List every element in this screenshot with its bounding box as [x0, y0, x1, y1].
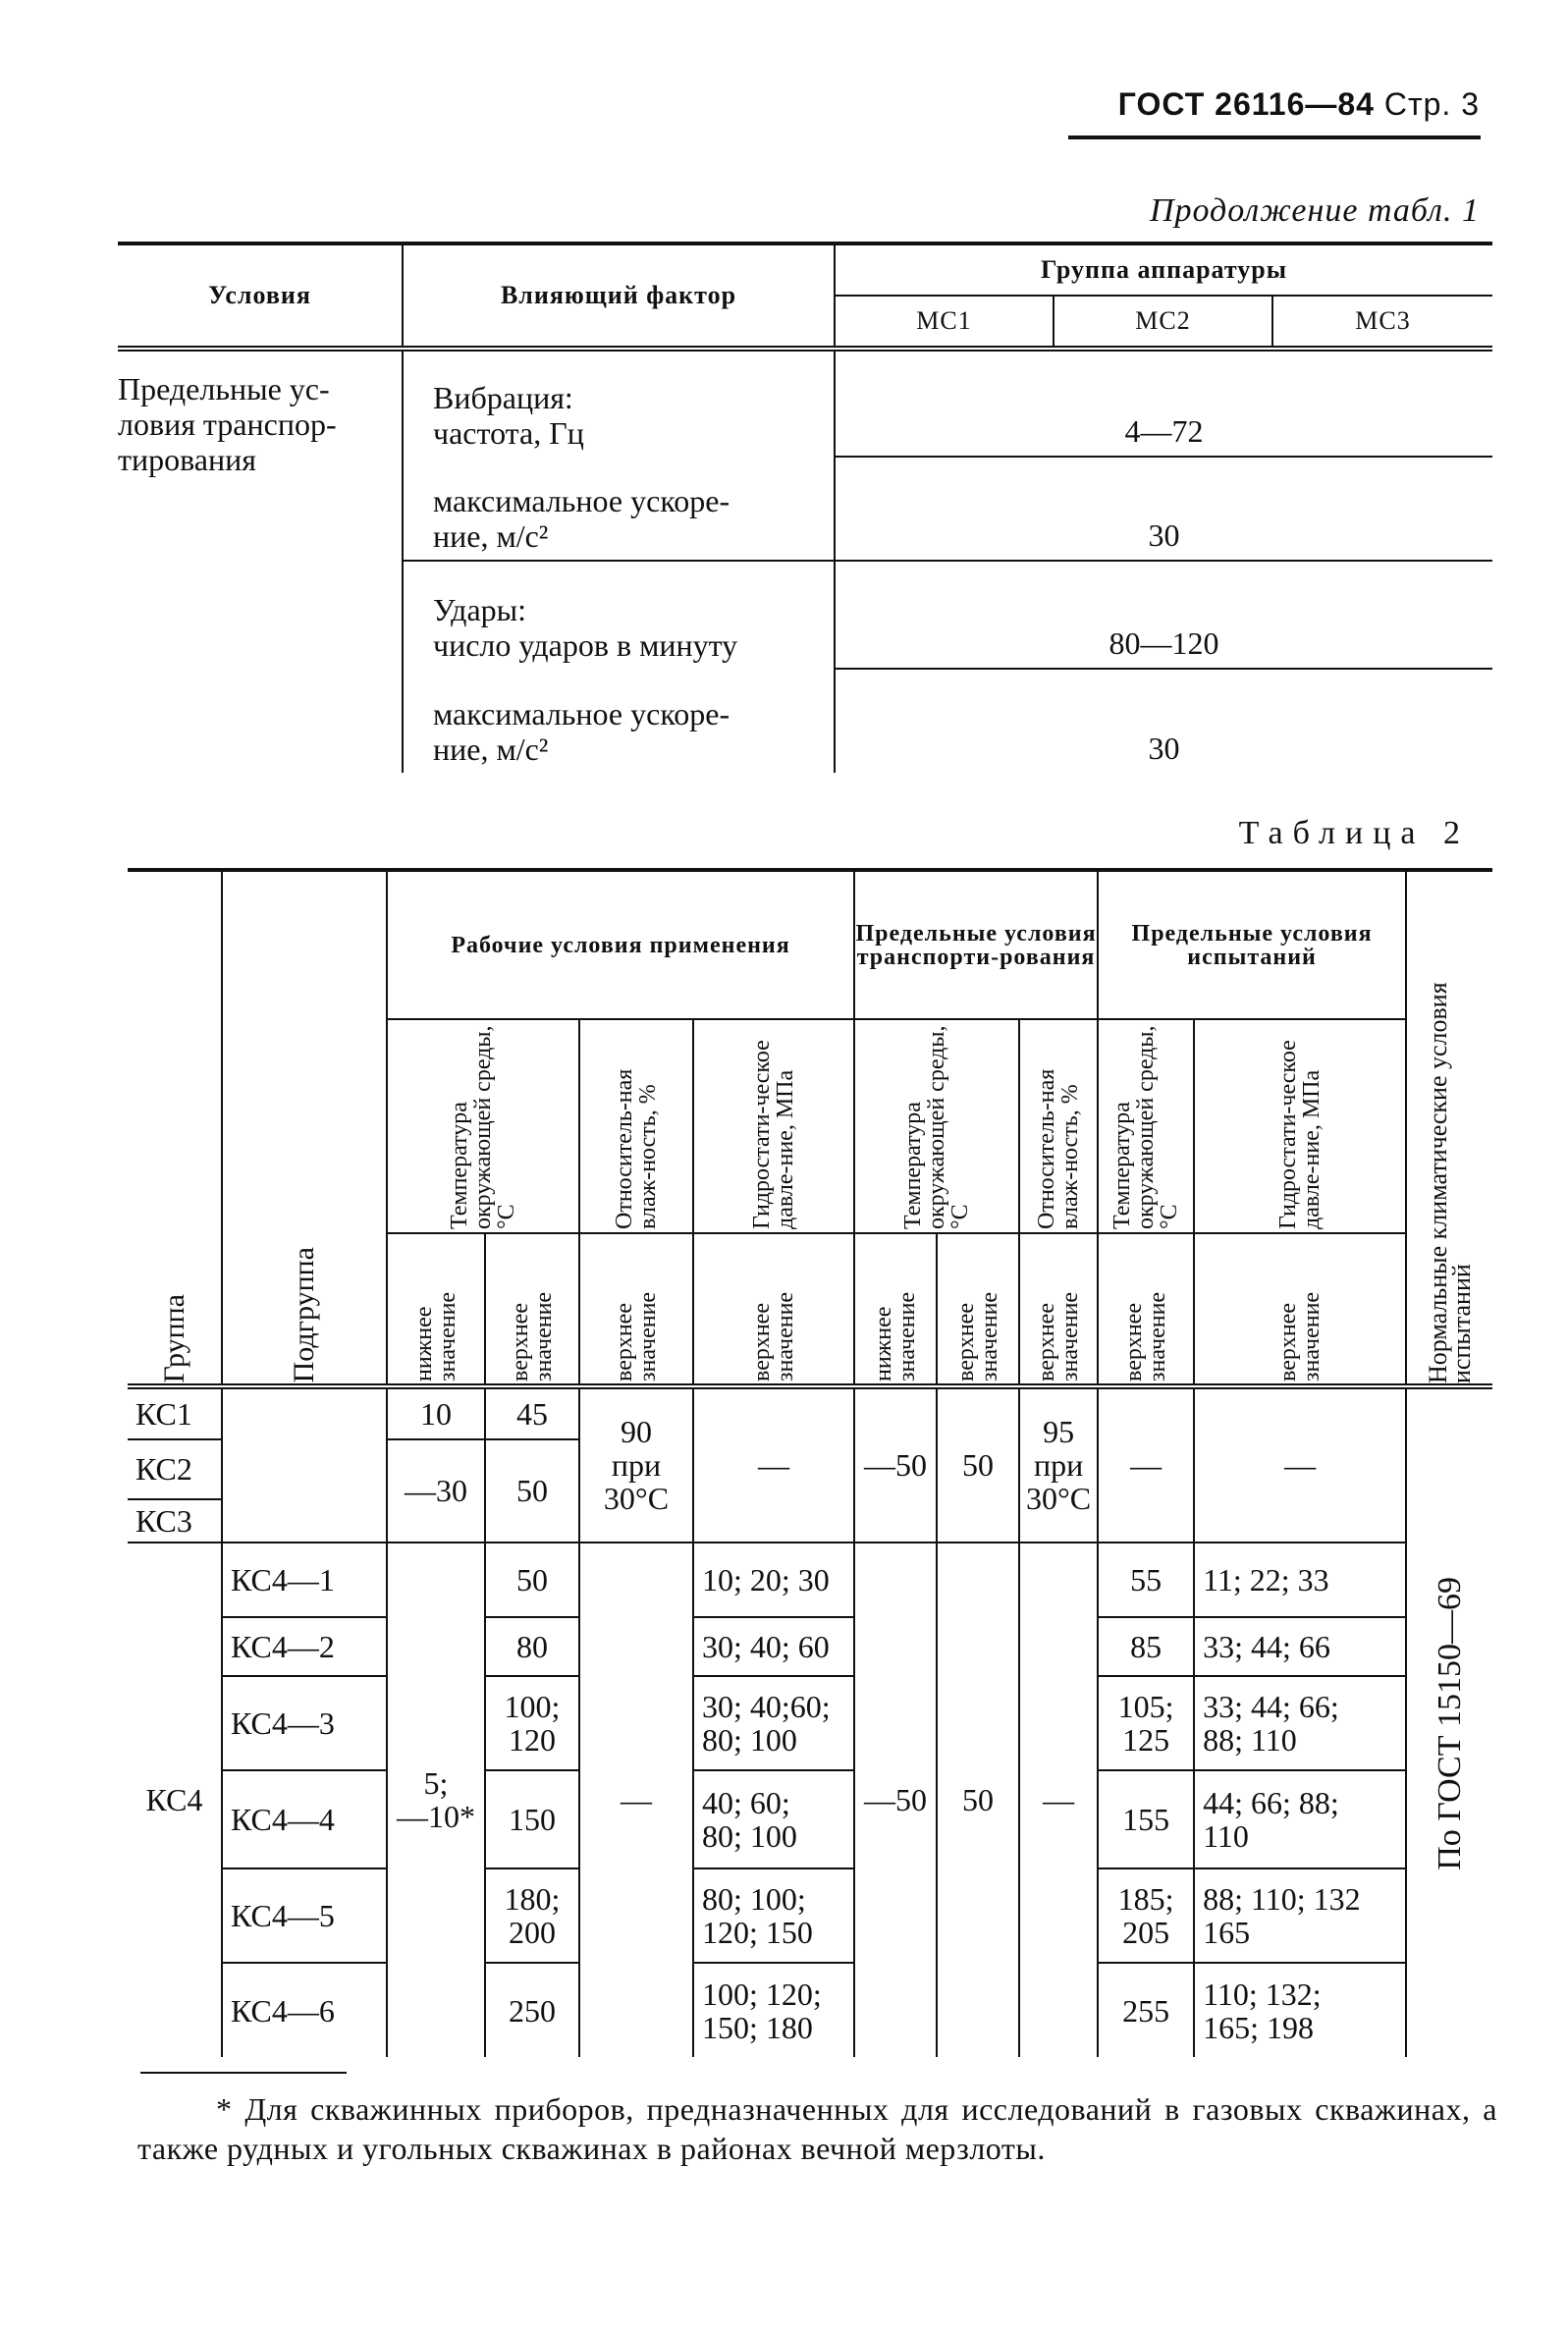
t2-ks4-6-t-hi: 250 — [485, 1963, 579, 2057]
t2-ks4-5-te-t: 185; 205 — [1098, 1868, 1194, 1963]
t2-k-te-p: — — [1194, 1386, 1406, 1543]
doc-number: ГОСТ 26116—84 — [1117, 86, 1375, 122]
table-1 — [118, 242, 1492, 773]
t2-ks4-2-te-p: 33; 44; 66 — [1194, 1617, 1406, 1676]
t2-h-normal: Нормальные климатические условия испытаний — [1423, 981, 1476, 1383]
t1-factor-vibration: Вибрация: частота, Гц — [403, 349, 835, 457]
t2-ks4-1-te-t: 55 — [1098, 1543, 1194, 1618]
t1-value-vibration: 4—72 — [835, 349, 1492, 457]
footnote-rule — [140, 2072, 347, 2074]
t2-ks4-tr-hum: — — [1019, 1543, 1098, 2058]
t2-ks4-tr-hi: 50 — [937, 1543, 1019, 2058]
t2-h-upper-4: верхнее значение — [953, 1291, 1003, 1381]
t2-h-upper-2: верхнее значение — [612, 1291, 661, 1381]
t1-value-accel-1: 30 — [835, 457, 1492, 561]
t2-ks4-6-sub: КС4—6 — [222, 1963, 387, 2057]
t2-h-group: Группа — [157, 1294, 190, 1383]
t2-h-group-cell — [128, 870, 222, 1386]
t2-ks4-1-sub: КС4—1 — [222, 1543, 387, 1618]
t2-ks4-3-te-p: 33; 44; 66; 88; 110 — [1194, 1676, 1406, 1770]
t2-h-lower-1: нижнее значение — [411, 1291, 460, 1381]
t1-sub-mc2: МС2 — [1054, 296, 1272, 349]
t2-h-tr-temp-cell — [854, 1019, 1019, 1233]
t2-ks4-1-press: 10; 20; 30 — [693, 1543, 854, 1618]
t2-ks1: КС1 — [128, 1386, 222, 1439]
t2-k-t-hi2: 50 — [485, 1439, 579, 1543]
t2-ks4-5-te-p: 88; 110; 132 165 — [1194, 1868, 1406, 1963]
t2-ks4-2-sub: КС4—2 — [222, 1617, 387, 1676]
t2-ks4-1-te-p: 11; 22; 33 — [1194, 1543, 1406, 1618]
t2-ks4-hum: — — [579, 1543, 693, 2058]
t2-h-te-press: Гидростати-ческое давле-ние, МПа — [1275, 1040, 1325, 1229]
t2-k-t-lo1: 10 — [387, 1386, 485, 1439]
t2-h-work-temp-cell — [387, 1019, 579, 1233]
t2-ks4: КС4 — [128, 1543, 222, 2058]
t2-h-work-press: Гидростати-ческое давле-ние, МПа — [749, 1040, 799, 1229]
t2-ks4-6-te-t: 255 — [1098, 1963, 1194, 2057]
t2-h-lower-2: нижнее значение — [871, 1291, 921, 1381]
t2-h-subgroup-cell — [222, 870, 387, 1386]
t1-sub-mc1: МС1 — [835, 296, 1054, 349]
t2-ks4-tr-lo: —50 — [854, 1543, 937, 2058]
t2-ks4-3-t-hi: 100; 120 — [485, 1676, 579, 1770]
t2-ks2: КС2 — [128, 1439, 222, 1499]
t2-ks3: КС3 — [128, 1499, 222, 1543]
t2-h-transport: Предельные условия транспорти-рования — [854, 870, 1098, 1019]
t2-ks4-3-press: 30; 40;60; 80; 100 — [693, 1676, 854, 1770]
t2-h-tr-hum-cell — [1019, 1019, 1098, 1233]
t2-ks4-4-t-hi: 150 — [485, 1770, 579, 1868]
t2-ks123-sub — [222, 1386, 387, 1543]
t2-ks4-5-press: 80; 100; 120; 150 — [693, 1868, 854, 1963]
t2-h-tr-hum: Относитель-ная влаж-ность, % — [1034, 1068, 1084, 1229]
t2-k-tr-hi: 50 — [937, 1386, 1019, 1543]
t2-ks4-4-te-t: 155 — [1098, 1770, 1194, 1868]
t2-h-upper-1: верхнее значение — [508, 1291, 557, 1381]
t2-ks4-1-t-hi: 50 — [485, 1543, 579, 1618]
t2-ks4-3-te-t: 105; 125 — [1098, 1676, 1194, 1770]
table2-caption: Таблица 2 — [1238, 815, 1470, 851]
t2-ks4-2-t-hi: 80 — [485, 1617, 579, 1676]
t2-h-te-temp: Температура окружающей среды, °С — [1109, 1025, 1183, 1229]
t2-ks4-2-press: 30; 40; 60 — [693, 1617, 854, 1676]
t2-h-upper-5: верхнее значение — [1034, 1291, 1084, 1381]
t1-col-conditions: Условия — [118, 244, 403, 349]
t2-ks4-5-t-hi: 180; 200 — [485, 1868, 579, 1963]
t2-h-te-press-cell — [1194, 1019, 1406, 1233]
t2-h-upper-6: верхнее значение — [1121, 1291, 1171, 1381]
page-number: Стр. 3 — [1383, 86, 1480, 122]
t2-h-work-temp: Температура окружающей среды, °С — [447, 1025, 519, 1229]
table1-continuation: Продолжение табл. 1 — [1149, 192, 1480, 229]
t2-h-work-press-cell — [693, 1019, 854, 1233]
table-2 — [128, 868, 1492, 2057]
t2-ks4-t-lo: 5; —10* — [387, 1543, 485, 2058]
t1-value-accel-2: 30 — [1148, 731, 1180, 766]
t1-col-factor: Влияющий фактор — [403, 244, 835, 349]
t2-h-te-temp-cell — [1098, 1019, 1194, 1233]
t2-k-hum: 90 при 30°С — [579, 1386, 693, 1543]
t2-k-tr-hum: 95 при 30°С — [1019, 1386, 1098, 1543]
t2-h-work-hum-cell — [579, 1019, 693, 1233]
t2-k-tr-lo: —50 — [854, 1386, 937, 1543]
t2-ks4-6-press: 100; 120; 150; 180 — [693, 1963, 854, 2057]
footnote: * Для скважинных приборов, предназначенных для исследований в газовых скважинах, а также рудных и угольных скважинах в районах вечной мерзлоты. — [137, 2091, 1497, 2166]
t2-ks4-4-sub: КС4—4 — [222, 1770, 387, 1868]
t1-value-shocks: 80—120 — [835, 561, 1492, 669]
t2-h-upper-3: верхнее значение — [749, 1291, 799, 1381]
page-header — [1118, 86, 1480, 123]
t1-factor-shocks: Удары: число ударов в минуту — [403, 561, 835, 669]
t2-h-work-hum: Относитель-ная влаж-ность, % — [612, 1068, 661, 1229]
t2-ks4-5-sub: КС4—5 — [222, 1868, 387, 1963]
t2-k-t-hi1: 45 — [485, 1386, 579, 1439]
t2-h-work: Рабочие условия применения — [387, 870, 854, 1019]
t1-factor-accel-2: максимальное ускоре- ние, м/с² — [403, 669, 835, 773]
t2-ks4-4-te-p: 44; 66; 88; 110 — [1194, 1770, 1406, 1868]
t2-h-test: Предельные условия испытаний — [1098, 870, 1406, 1019]
t1-condition: Предельные ус- ловия транспор- тирования — [118, 349, 403, 773]
t2-k-press: — — [693, 1386, 854, 1543]
t2-ks4-3-sub: КС4—3 — [222, 1676, 387, 1770]
t2-k-te-t: — — [1098, 1386, 1194, 1543]
t2-k-t-lo2: —30 — [387, 1439, 485, 1543]
t1-factor-accel-1: максимальное ускоре- ние, м/с² — [403, 457, 835, 561]
header-rule — [1068, 135, 1481, 139]
t2-h-tr-temp: Температура окружающей среды, °С — [900, 1025, 974, 1229]
t2-ks4-4-press: 40; 60; 80; 100 — [693, 1770, 854, 1868]
t2-normal-cell — [1406, 1386, 1492, 2057]
t2-ks4-6-te-p: 110; 132; 165; 198 — [1194, 1963, 1406, 2057]
t1-col-group: Группа аппаратуры — [835, 244, 1492, 296]
t1-sub-mc3: МС3 — [1272, 296, 1492, 349]
t2-h-upper-7: верхнее значение — [1275, 1291, 1325, 1381]
t2-ks4-2-te-t: 85 — [1098, 1617, 1194, 1676]
t2-h-normal-cell — [1406, 870, 1492, 1386]
t2-h-subgroup: Подгруппа — [288, 1247, 320, 1383]
t2-normal: По ГОСТ 15150—69 — [1431, 1576, 1468, 1870]
